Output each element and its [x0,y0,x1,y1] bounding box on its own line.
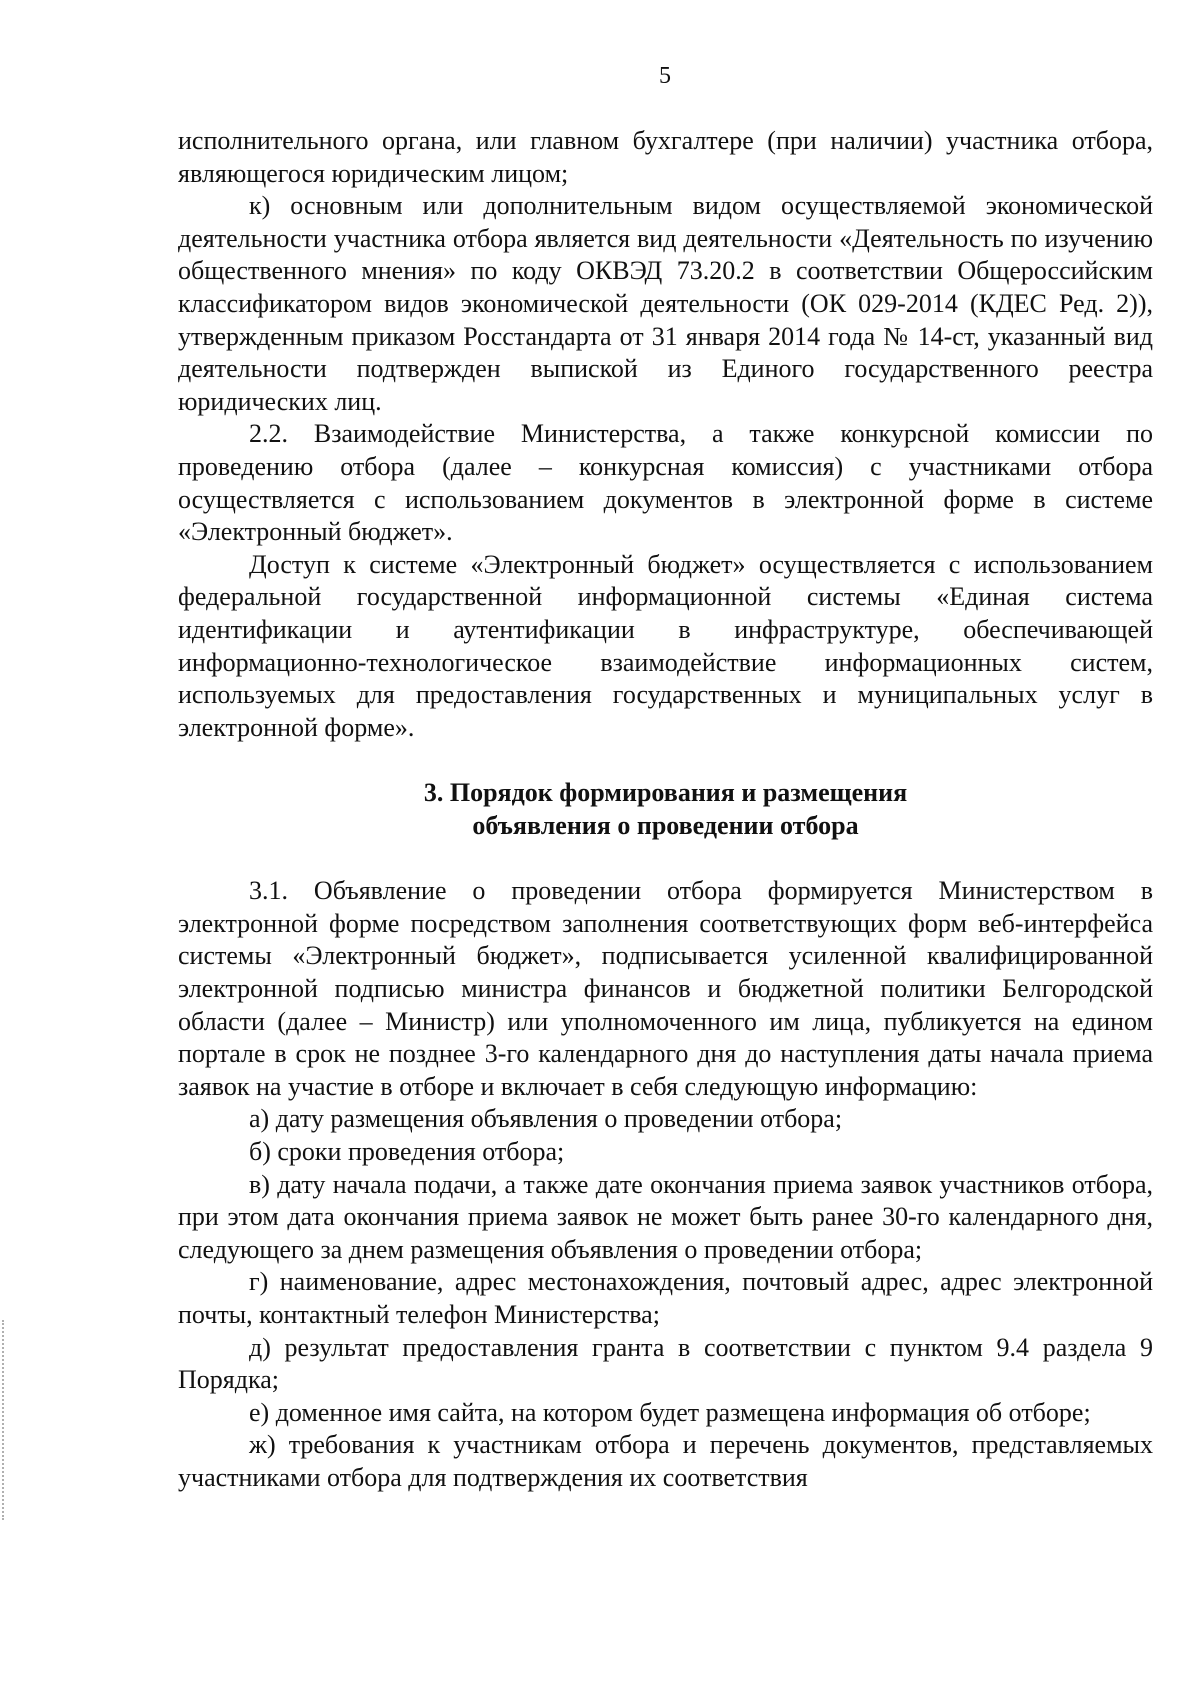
paragraph-2-2: 2.2. Взаимодействие Министерства, а также конкурсной комиссии по проведению отбора (далее – конкурсная комиссия) с участниками отбора осуществляется с использованием документов в электронной форме в системе «Электронный бюджет». [178,419,1153,547]
list-item-zh: ж) требования к участникам отбора и перечень документов, представляемых участниками отбора для подтверждения их соответствия [178,1430,1153,1492]
list-item-g: г) наименование, адрес местонахождения, почтовый адрес, адрес электронной почты, контактный телефон Министерства; [178,1267,1153,1329]
paragraph-item-k: к) основным или дополнительным видом осуществляемой экономической деятельности участника отбора является вид деятельности «Деятельность по изучению общественного мнения» по коду ОКВЭД 73.20.2 в соответствии Общероссийским классификатором видов экономической деятельности (ОК 029-2014 (КДЕС Ред. 2)), утвержденным приказом Росстандарта от 31 января 2014 года № 14-ст, указанный вид деятельности подтвержден выпиской из Единого государственного реестра юридических лиц. [178,191,1153,416]
paragraph-access: Доступ к системе «Электронный бюджет» осуществляется с использованием федеральной государственной информационной системы «Единая система идентификации и аутентификации в инфраструктуре, обеспечивающей информационно-технологическое взаимодействие информационных систем, используемых для предоставления государственных и муниципальных услуг в электронной форме». [178,549,1153,742]
list-item-b: б) сроки проведения отбора; [249,1137,565,1167]
paragraph-3-1: 3.1. Объявление о проведении отбора формируется Министерством в электронной форме посредством заполнения соответствующих форм веб-интерфейса системы «Электронный бюджет», подписывается усиленной квалифицированной электронной подписью министра финансов и бюджетной политики Белгородской области (далее – Министр) или уполномоченного им лица, публикуется на едином портале в срок не позднее 3-го календарного дня до наступления даты начала приема заявок на участие в отборе и включает в себя следующую информацию: [178,876,1153,1101]
section-heading-line-1: 3. Порядок формирования и размещения [423,778,908,808]
list-item-a: а) дату размещения объявления о проведении отбора; [249,1104,843,1134]
list-item-d: д) результат предоставления гранта в соответствии с пунктом 9.4 раздела 9 Порядка; [178,1332,1153,1395]
paragraphs-after-section [178,875,1153,1494]
paragraph-continuation: исполнительного органа, или главном бухгалтере (при наличии) участника отбора, являющегося юридическим лицом; [178,126,1153,188]
list-item-e: е) доменное имя сайта, на котором будет размещена информация об отборе; [249,1397,1091,1427]
section-heading-line-2: объявления о проведении отбора [472,811,859,841]
page-number: 5 [659,63,671,89]
paragraphs-before-section [178,125,1153,744]
scan-edge-marks [2,1320,6,1520]
document-body [178,125,1153,1495]
list-item-v: в) дату начала подачи, а также дате окончания приема заявок участников отбора, при этом дата окончания приема заявок не может быть ранее 30-го календарного дня, следующего за днем размещения объявления о проведении отбора; [178,1169,1153,1264]
section-3-heading [178,776,1153,842]
